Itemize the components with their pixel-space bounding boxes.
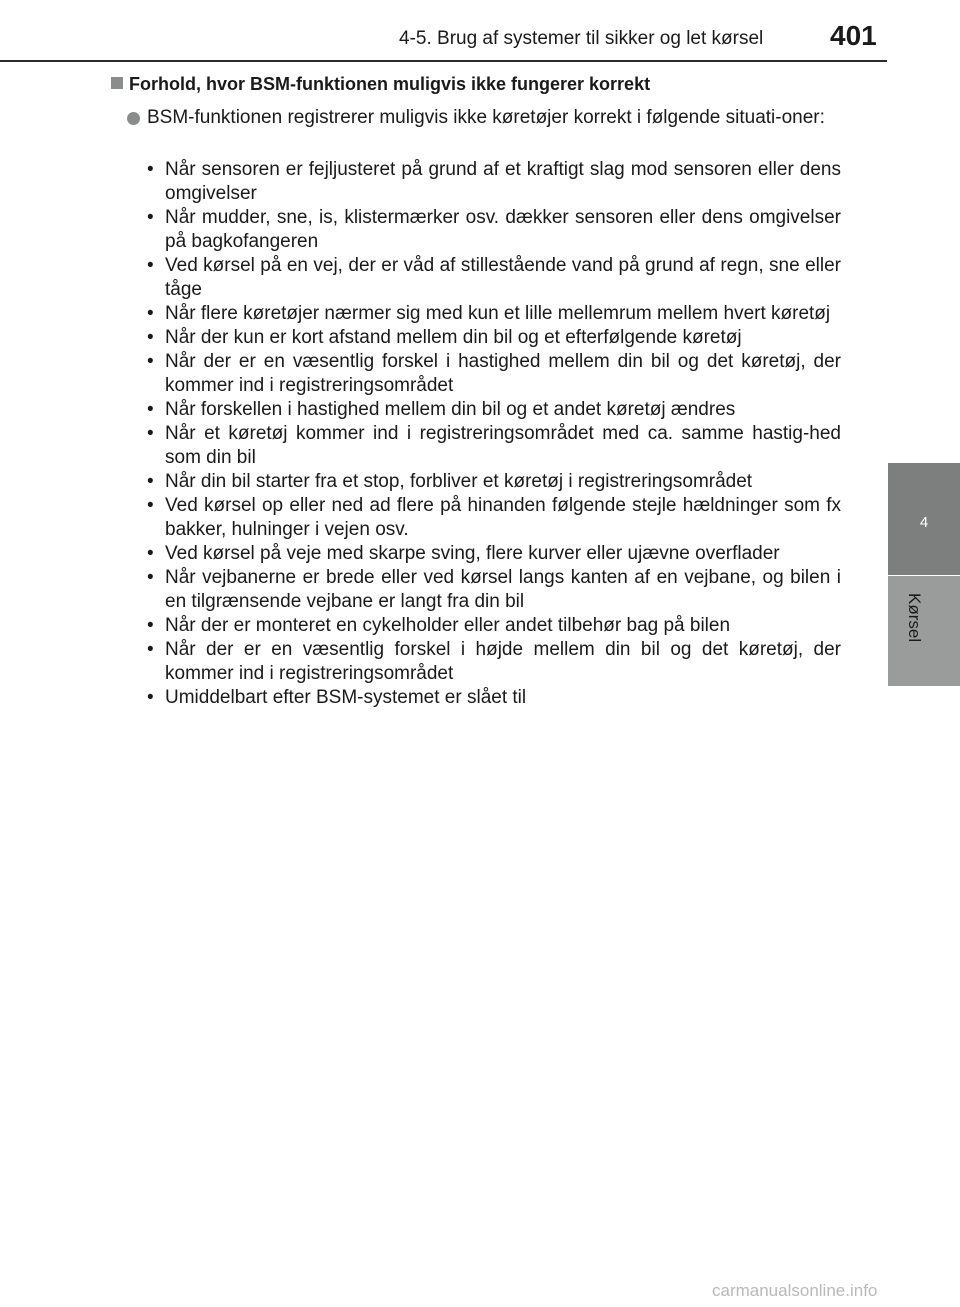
intro-text: BSM-funktionen registrerer muligvis ikke køretøjer korrekt i følgende situati-oner: [147,107,825,128]
list-item [145,302,841,326]
list-item [145,638,841,686]
list-item [145,206,841,254]
chapter-tab-label-area [888,576,960,686]
chapter-label: Kørsel [905,593,924,643]
bullet-dot: • [147,255,154,276]
bullet-dot: • [147,207,154,228]
list-item-text: Når der er en væsentlig forskel i højde mellem din bil og det køretøj, der kommer ind i registreringsområdet [165,639,841,684]
bullet-dot: • [147,615,154,636]
section-title: 4-5. Brug af systemer til sikker og let kørsel [399,28,764,49]
list-item-text: Ved kørsel på veje med skarpe sving, flere kurver eller ujævne overflader [165,543,780,564]
list-item-text: Når der er monteret en cykelholder eller andet tilbehør bag på bilen [165,615,731,636]
intro-paragraph [127,106,845,130]
bullet-dot: • [147,567,154,588]
list-item-text: Når flere køretøjer nærmer sig med kun et lille mellemrum mellem hvert køretøj [165,303,831,324]
square-bullet-icon [111,77,123,89]
list-item [145,614,841,638]
circle-bullet-icon [127,112,140,125]
list-item [145,398,841,422]
section-heading-text: Forhold, hvor BSM-funktionen muligvis ikke fungerer korrekt [129,74,651,94]
list-item-text: Når forskellen i hastighed mellem din bil og et andet køretøj ændres [165,399,736,420]
list-item-text: Når vejbanerne er brede eller ved kørsel langs kanten af en vejbane, og bilen i en tilgrænsende vejbane er langt fra din bil [165,567,841,612]
list-item [145,326,841,350]
list-item [145,158,841,206]
list-item-text: Når der er en væsentlig forskel i hastighed mellem din bil og det køretøj, der kommer ind i registreringsområdet [165,351,841,396]
watermark: carmanualsonline.info [712,1281,878,1300]
list-item-text: Når mudder, sne, is, klistermærker osv. dækker sensoren eller dens omgivelser på bagkofangeren [165,207,841,252]
bullet-dot: • [147,423,154,444]
bullet-dot: • [147,471,154,492]
list-item-text: Ved kørsel op eller ned ad flere på hinanden følgende stejle hældninger som fx bakker, hulninger i vejen osv. [165,495,841,540]
bullet-dot: • [147,351,154,372]
list-item [145,566,841,614]
list-item-text: Når sensoren er fejljusteret på grund af et kraftigt slag mod sensoren eller dens omgivelser [165,159,841,204]
list-item [145,422,841,470]
list-item [145,254,841,302]
section-heading [111,74,650,95]
chapter-number: 4 [919,514,929,531]
list-item [145,686,841,710]
list-item [145,542,841,566]
list-item-text: Når der kun er kort afstand mellem din bil og et efterfølgende køretøj [165,327,742,348]
bullet-dot: • [147,399,154,420]
condition-list [145,158,841,710]
page-number: 401 [830,20,877,51]
bullet-dot: • [147,543,154,564]
bullet-dot: • [147,639,154,660]
list-item-text: Når din bil starter fra et stop, forbliver et køretøj i registreringsområdet [165,471,753,492]
bullet-dot: • [147,303,154,324]
list-item [145,350,841,398]
list-item-text: Umiddelbart efter BSM-systemet er slået til [165,687,527,708]
header-divider [0,60,887,62]
bullet-dot: • [147,495,154,516]
bullet-dot: • [147,327,154,348]
list-item-text: Når et køretøj kommer ind i registreringsområdet med ca. samme hastig-hed som din bil [165,423,841,468]
list-item-text: Ved kørsel på en vej, der er våd af stillestående vand på grund af regn, sne eller tåge [165,255,841,300]
bullet-dot: • [147,159,154,180]
list-item [145,494,841,542]
bullet-dot: • [147,687,154,708]
list-item [145,470,841,494]
